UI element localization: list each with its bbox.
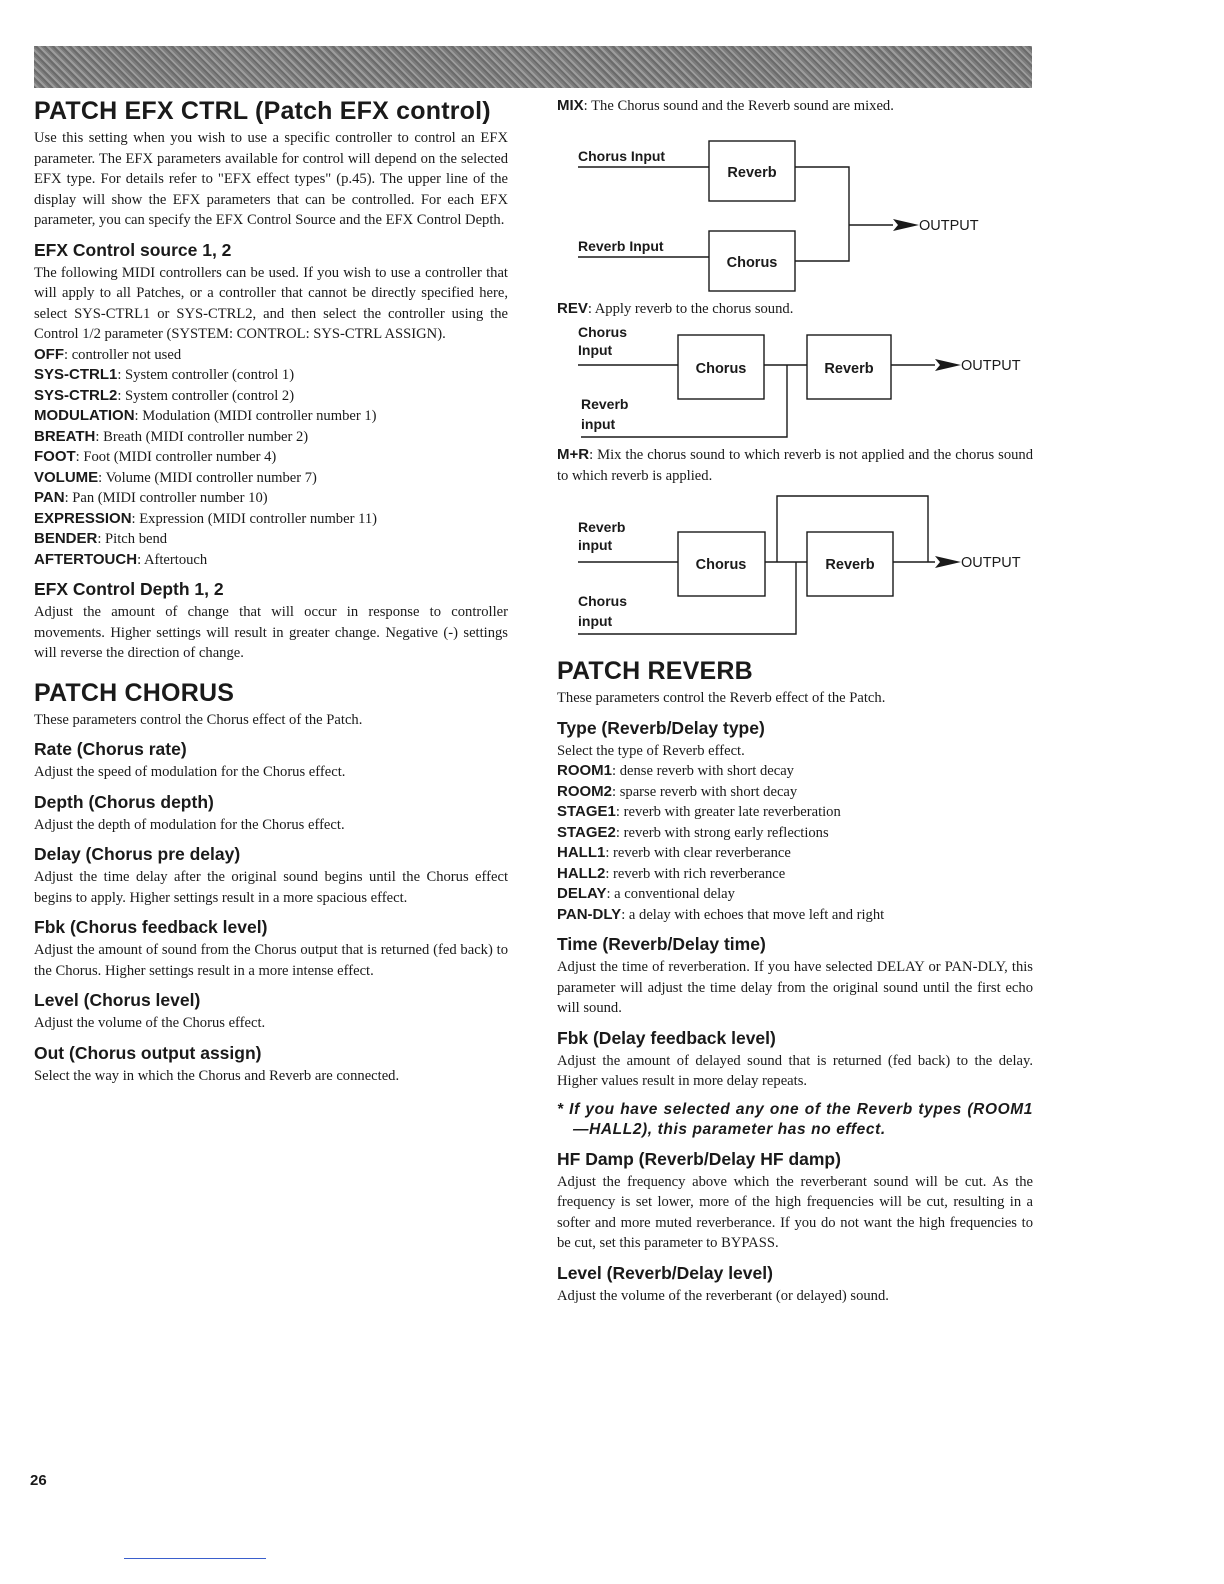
mr-reverb-box-label: Reverb [825, 557, 875, 573]
rev-output-label: OUTPUT [961, 358, 1021, 374]
rev-input2-label2: input [581, 416, 616, 432]
chorus-depth-text: Adjust the depth of modulation for the Chorus effect. [34, 816, 345, 833]
list-desc: System controller (control 1) [125, 367, 295, 383]
list-item: OFF: controller not used [34, 345, 182, 363]
list-term: STAGE1 [557, 803, 616, 820]
list-term: SYS-CTRL1 [34, 366, 118, 383]
reverb-hfdamp-heading: HF Damp (Reverb/Delay HF damp) [557, 1148, 841, 1169]
mix-input2-label: Reverb Input [578, 237, 664, 254]
efx-ctrl-intro: Use this setting when you wish to use a specific controller to control an EFX parameter. The EFX parameters available for control will depend on the selected EFX type. For details refer to "EFX effect types" (p.45). The upper line of the display will show the EFX parameters that can be controlled. For each EFX parameter, you can specify the EFX Control Source and the EFX Control Depth. [34, 130, 508, 228]
chorus-out-text: Select the way in which the Chorus and Reverb are connected. [34, 1067, 400, 1084]
section-header-band [34, 46, 1032, 88]
mr-input2-label2: input [578, 613, 613, 629]
list-desc: reverb with strong early reflections [623, 824, 829, 841]
chorus-title: PATCH CHORUS [34, 678, 235, 707]
list-item: VOLUME: Volume (MIDI controller number 7) [34, 468, 317, 486]
rev-term: REV [557, 299, 588, 317]
list-item: BENDER: Pitch bend [34, 530, 168, 547]
list-desc: controller not used [71, 346, 182, 363]
list-desc: reverb with rich reverberance [613, 865, 786, 882]
list-term: VOLUME [34, 468, 99, 486]
list-term: HALL2 [557, 864, 606, 882]
list-item: SYS-CTRL2: System controller (control 2) [34, 386, 295, 404]
mr-chorus-box-label: Chorus [695, 557, 747, 573]
list-term: OFF [34, 345, 64, 363]
rev-input1-label: Chorus [578, 324, 627, 340]
list-item: SYS-CTRL1: System controller (control 1) [34, 366, 295, 383]
reverb-intro: These parameters control the Reverb effect of the Patch. [557, 690, 886, 706]
rev-diagram [557, 323, 1033, 439]
efx-source-list [34, 345, 508, 571]
efx-source-heading: EFX Control source 1, 2 [34, 239, 232, 260]
mr-term: M+R [557, 446, 590, 463]
reverb-type-text: Select the type of Reverb effect. [557, 742, 745, 759]
list-desc: Pan (MIDI controller number 10) [72, 490, 268, 506]
rev-chorus-box-label: Chorus [695, 361, 747, 377]
chorus-rate-text: Adjust the speed of modulation for the Chorus effect. [34, 764, 346, 780]
list-desc: reverb with clear reverberance [613, 845, 791, 861]
footer-rule [124, 1558, 266, 1559]
list-term: SYS-CTRL2 [34, 386, 118, 404]
reverb-fbk-text: Adjust the amount of delayed sound that is returned (fed back) to the delay. Higher values result in more delay repeats. [557, 1052, 1033, 1089]
list-item: ROOM2: sparse reverb with short decay [557, 782, 798, 800]
right-column [557, 96, 1033, 1306]
mix-output-label: OUTPUT [919, 217, 979, 234]
chorus-out-heading: Out (Chorus output assign) [34, 1042, 262, 1063]
list-term: BREATH [34, 427, 96, 445]
list-desc: a delay with echoes that move left and right [628, 906, 885, 923]
mr-description: M+R: Mix the chorus sound to which reverb is not applied and the chorus sound to which reverb is applied. [557, 446, 1034, 484]
list-item: ROOM1: dense reverb with short decay [557, 762, 794, 779]
chorus-fbk-heading: Fbk (Chorus feedback level) [34, 917, 268, 937]
mr-input1-label2: input [578, 537, 613, 553]
rev-reverb-box-label: Reverb [824, 361, 874, 377]
reverb-hfdamp-text: Adjust the frequency above which the reverberant sound will be cut. As the frequency is set lower, more of the high frequencies will be cut, resulting in a softer and more muted reverberance. If you do not want the high frequencies to be cut, set this parameter to BYPASS. [557, 1173, 1033, 1251]
list-term: STAGE2 [557, 823, 616, 841]
list-desc: Volume (MIDI controller number 7) [105, 469, 317, 486]
mix-desc: The Chorus sound and the Reverb sound are mixed. [591, 98, 894, 114]
list-desc: a conventional delay [614, 886, 735, 902]
list-item: STAGE1: reverb with greater late reverberation [557, 803, 841, 820]
mix-reverb-out-line [795, 167, 849, 225]
list-term: PAN-DLY [557, 905, 622, 923]
reverb-time-heading: Time (Reverb/Delay time) [557, 934, 766, 954]
mr-input2-label: Chorus [578, 593, 627, 609]
mix-output-arrow [893, 219, 919, 231]
list-item: EXPRESSION: Expression (MIDI controller number 11) [34, 509, 377, 527]
list-term: AFTERTOUCH [34, 550, 138, 568]
list-desc: Modulation (MIDI controller number 1) [142, 408, 377, 424]
list-desc: dense reverb with short decay [619, 763, 794, 779]
chorus-level-text: Adjust the volume of the Chorus effect. [34, 1015, 266, 1031]
reverb-fbk-note: * If you have selected any one of the Reverb types (ROOM1—HALL2), this parameter has no effect. [557, 1100, 1033, 1138]
chorus-depth-heading: Depth (Chorus depth) [34, 791, 214, 812]
list-term: EXPRESSION [34, 509, 132, 527]
list-term: ROOM2 [557, 782, 613, 800]
mix-diagram [557, 121, 1033, 293]
chorus-delay-text: Adjust the time delay after the original sound begins until the Chorus effect begins to apply. Higher settings result in a more spacious effect. [34, 869, 508, 906]
list-term: DELAY [557, 885, 607, 902]
list-item: HALL1: reverb with clear reverberance [557, 844, 791, 861]
rev-input1-label2: Input [578, 342, 613, 358]
rev-output-arrow [935, 359, 961, 371]
list-item: PAN: Pan (MIDI controller number 10) [34, 489, 268, 506]
reverb-level-text: Adjust the volume of the reverberant (or delayed) sound. [557, 1287, 889, 1304]
list-term: HALL1 [557, 844, 606, 861]
list-desc: reverb with greater late reverberation [623, 804, 841, 820]
page-number: 26 [30, 1472, 47, 1489]
list-desc: Pitch bend [105, 531, 168, 547]
mix-reverb-box-label: Reverb [727, 164, 777, 181]
chorus-rate-heading: Rate (Chorus rate) [34, 739, 187, 759]
efx-depth-text: Adjust the amount of change that will occur in response to controller movements. Higher settings will result in greater change. Negative (-) settings will reverse the direction of change. [34, 604, 508, 661]
mix-chorus-box-label: Chorus [726, 254, 778, 271]
mr-diagram [557, 490, 1033, 650]
mix-chorus-out-line [795, 225, 849, 261]
list-desc: Aftertouch [143, 551, 208, 568]
list-term: FOOT [34, 448, 76, 465]
list-item: AFTERTOUCH: Aftertouch [34, 550, 208, 568]
mr-desc: Mix the chorus sound to which reverb is not applied and the chorus sound to which reverb is applied. [557, 447, 1034, 484]
efx-ctrl-title: PATCH EFX CTRL (Patch EFX control) [34, 97, 491, 125]
reverb-type-list [557, 761, 1033, 925]
list-item: FOOT: Foot (MIDI controller number 4) [34, 448, 277, 465]
list-desc: Expression (MIDI controller number 11) [139, 510, 377, 527]
list-term: BENDER [34, 530, 98, 547]
rev-input2-label: Reverb [581, 396, 629, 412]
efx-source-text: The following MIDI controllers can be used. If you wish to use a controller that will apply to all Patches, or a controller that cannot be directly specified here, select SYS-CTRL1 or SYS-CTRL2, and then select the controller using the Control 1/2 parameter (SYSTEM: CONTROL: SYS-CTRL ASSIGN). [34, 264, 508, 342]
list-term: PAN [34, 489, 65, 506]
rev-desc: Apply reverb to the chorus sound. [594, 300, 794, 317]
list-item: HALL2: reverb with rich reverberance [557, 864, 786, 882]
mix-term: MIX [557, 97, 584, 114]
chorus-fbk-text: Adjust the amount of sound from the Chorus output that is returned (fed back) to the Chorus. Higher settings result in a more intense effect. [34, 942, 508, 979]
list-item: DELAY: a conventional delay [557, 885, 735, 902]
list-term: ROOM1 [557, 762, 613, 779]
mr-output-arrow [935, 556, 961, 568]
list-term: MODULATION [34, 407, 135, 424]
list-desc: sparse reverb with short decay [619, 783, 798, 800]
list-desc: System controller (control 2) [125, 387, 295, 404]
list-item: PAN-DLY: a delay with echoes that move left and right [557, 905, 885, 923]
reverb-fbk-heading: Fbk (Delay feedback level) [557, 1027, 776, 1048]
list-item: STAGE2: reverb with strong early reflections [557, 823, 829, 841]
reverb-title: PATCH REVERB [557, 657, 753, 685]
list-item: BREATH: Breath (MIDI controller number 2) [34, 427, 309, 445]
reverb-time-text: Adjust the time of reverberation. If you have selected DELAY or PAN-DLY, this parameter will adjust the time delay from the original sound until the first echo will sound. [557, 959, 1033, 1016]
list-desc: Breath (MIDI controller number 2) [103, 428, 309, 445]
chorus-intro: These parameters control the Chorus effect of the Patch. [34, 711, 363, 728]
mix-input1-label: Chorus Input [578, 147, 666, 164]
mr-output-label: OUTPUT [961, 555, 1021, 571]
chorus-level-heading: Level (Chorus level) [34, 990, 201, 1010]
left-column [34, 96, 508, 1086]
list-item: MODULATION: Modulation (MIDI controller number 1) [34, 407, 377, 424]
efx-depth-heading: EFX Control Depth 1, 2 [34, 579, 224, 599]
mix-description: MIX: The Chorus sound and the Reverb sound are mixed. [557, 97, 894, 114]
list-desc: Foot (MIDI controller number 4) [83, 449, 277, 465]
reverb-level-heading: Level (Reverb/Delay level) [557, 1262, 773, 1283]
reverb-type-heading: Type (Reverb/Delay type) [557, 717, 765, 738]
mr-input1-label: Reverb [578, 519, 626, 535]
chorus-delay-heading: Delay (Chorus pre delay) [34, 844, 241, 864]
rev-description: REV: Apply reverb to the chorus sound. [557, 299, 794, 317]
